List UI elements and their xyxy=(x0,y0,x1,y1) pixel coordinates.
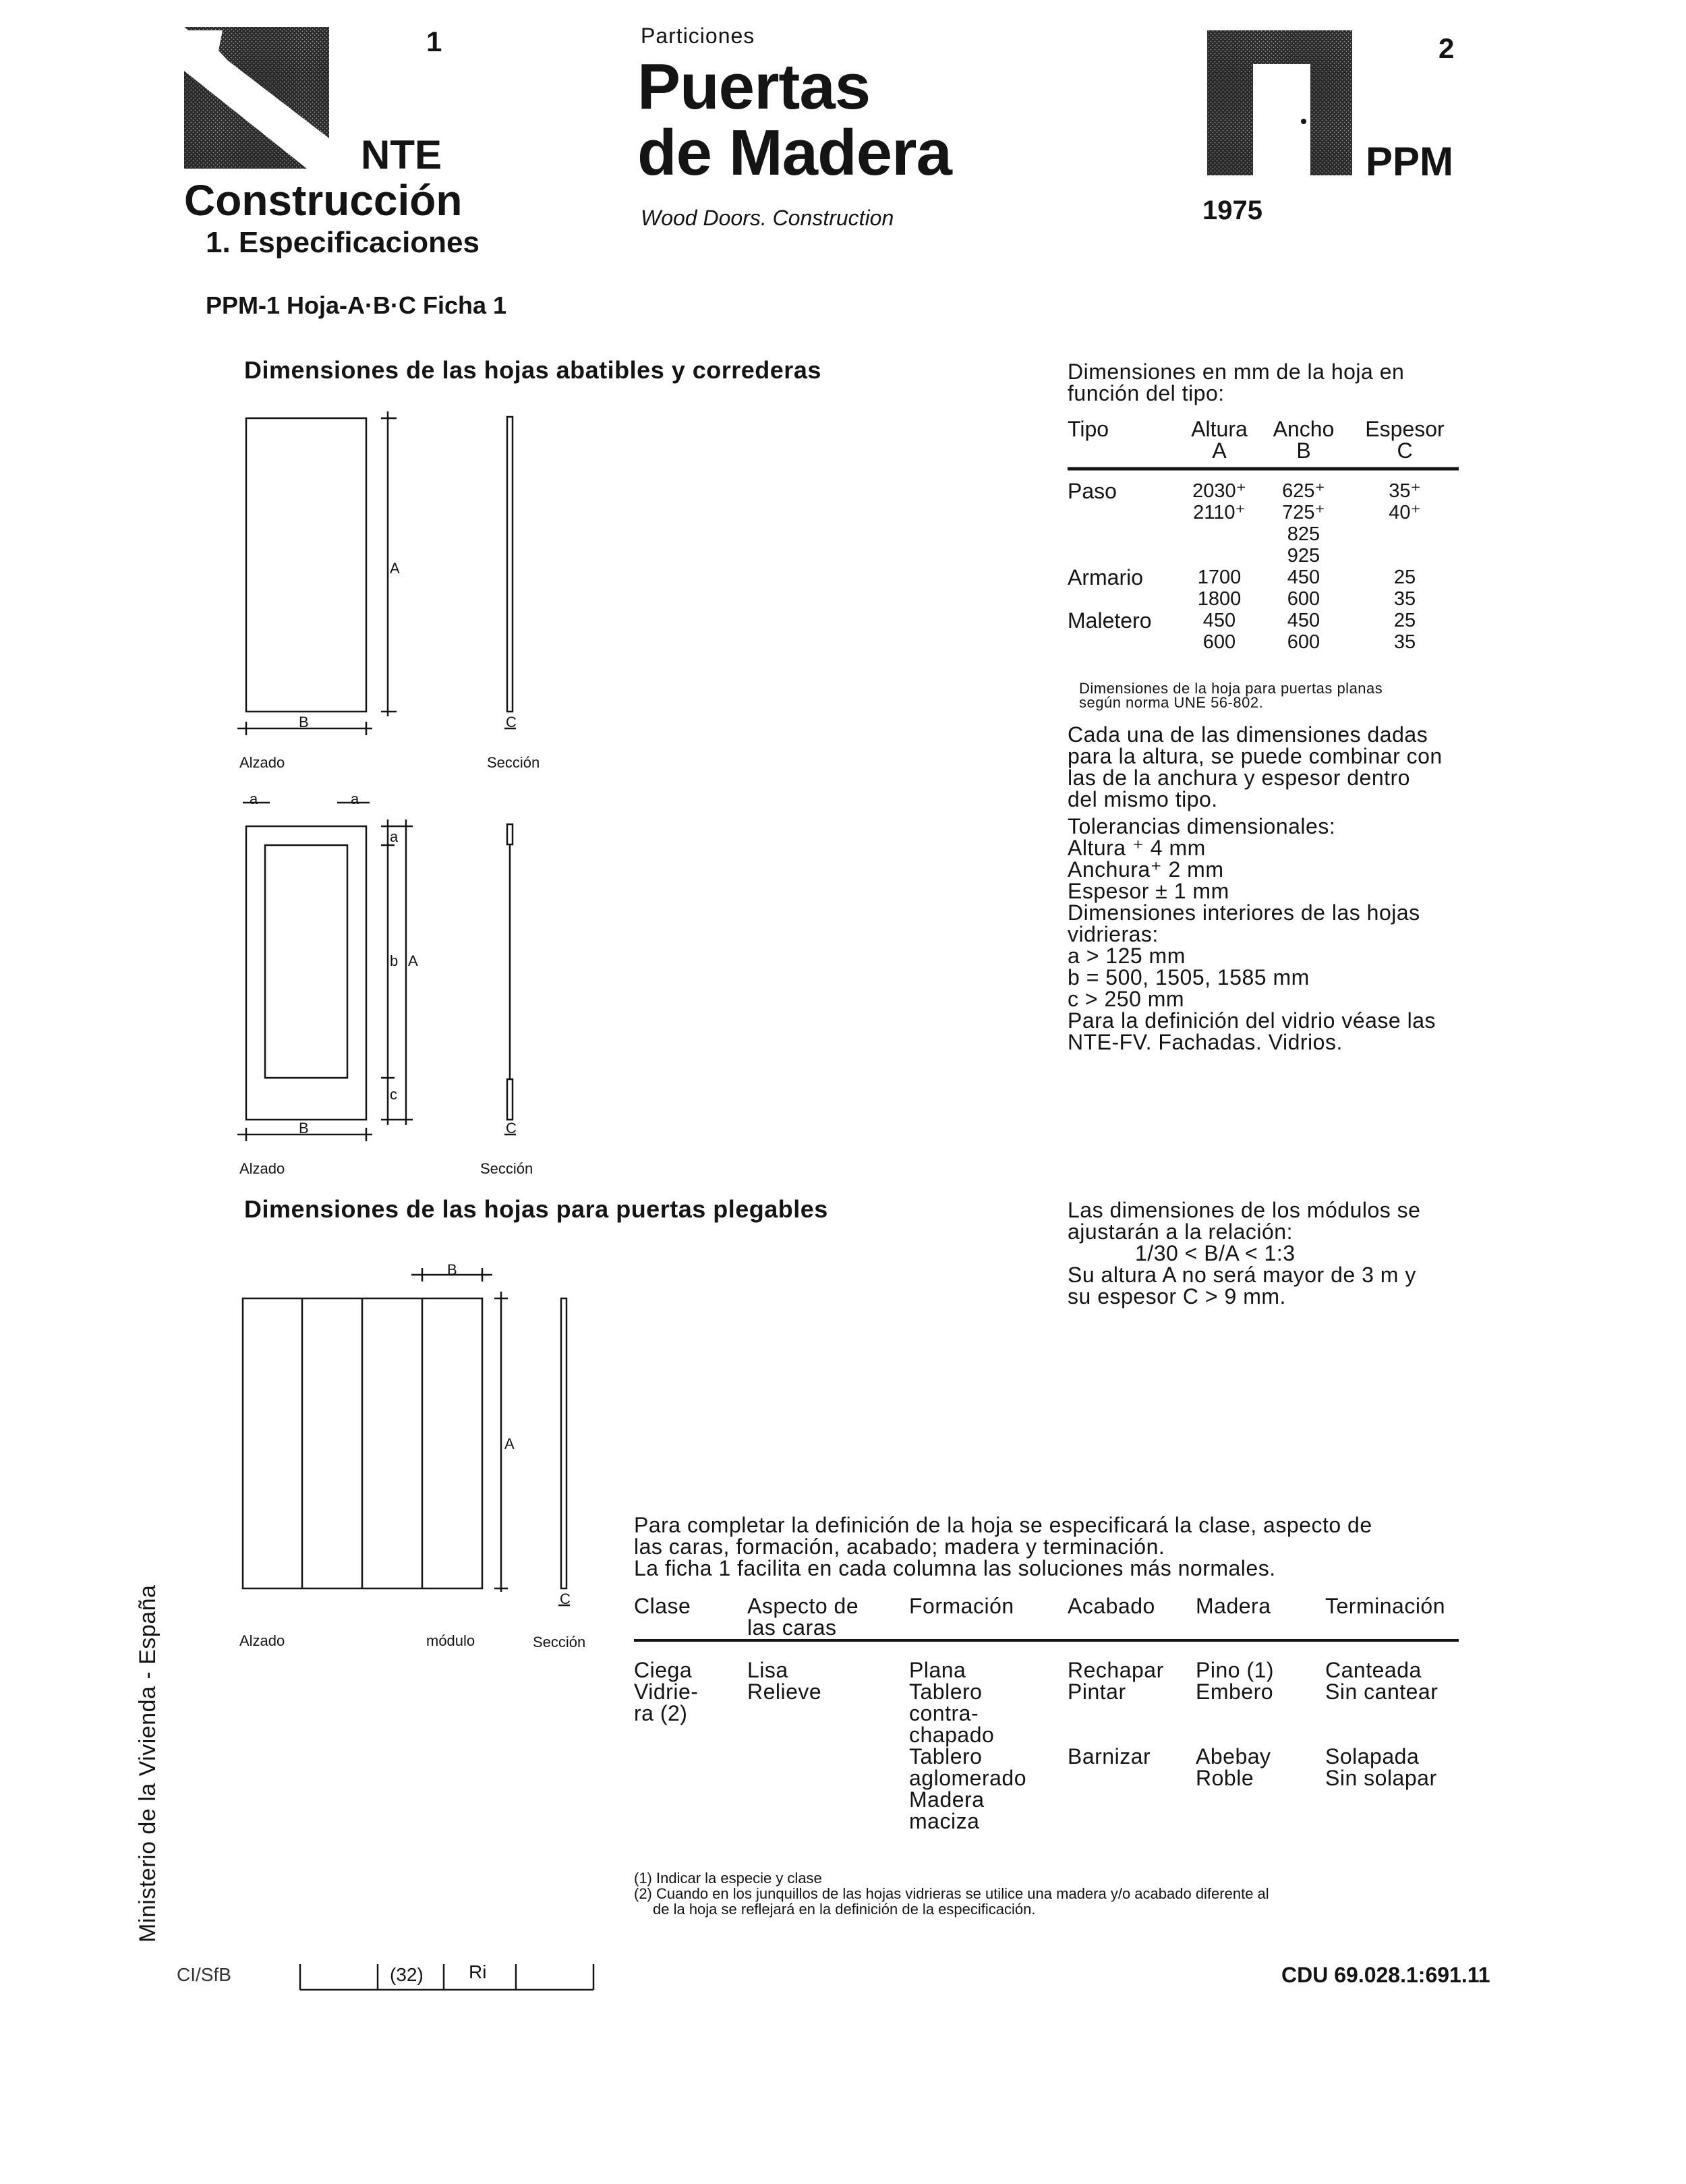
nte-label: NTE xyxy=(361,132,442,177)
value: Tablero xyxy=(909,1679,983,1704)
glazed-door-elevation xyxy=(237,803,413,1141)
page-number-right: 2 xyxy=(1438,32,1455,64)
dim-a-label-side: a xyxy=(390,828,399,845)
terminacion-cell xyxy=(1325,1659,1438,1789)
modulo-caption: módulo xyxy=(426,1632,475,1649)
col-formacion: Formación xyxy=(909,1594,1014,1618)
aspecto-cell xyxy=(747,1659,821,1702)
text-line: a > 125 mm xyxy=(1068,944,1186,968)
row-armario-altura xyxy=(1182,567,1256,610)
value: 450 xyxy=(1287,610,1320,631)
footnote-line: (1) Indicar la especie y clase xyxy=(634,1870,822,1887)
text-line: ajustarán a la relación: xyxy=(1068,1219,1293,1244)
seccion-caption-3: Sección xyxy=(533,1634,586,1650)
value: 40⁺ xyxy=(1389,502,1421,523)
page-title-line1: Puertas xyxy=(637,51,871,123)
row-armario-espesor xyxy=(1358,567,1452,610)
col-acabado: Acabado xyxy=(1068,1594,1155,1618)
text-line: las de la anchura y espesor dentro xyxy=(1068,766,1410,790)
text-line: Su altura A no será mayor de 3 m y xyxy=(1068,1263,1416,1287)
page-title-line2: de Madera xyxy=(637,117,952,189)
value: maciza xyxy=(909,1809,980,1833)
ficha-reference: PPM-1 Hoja-A·B·C Ficha 1 xyxy=(206,291,507,319)
text-line: Espesor ± 1 mm xyxy=(1068,879,1229,903)
header-ancho xyxy=(1267,418,1341,461)
text-line: su espesor C > 9 mm. xyxy=(1068,1284,1286,1309)
dim-b-label: b xyxy=(390,952,399,969)
header-ancho-line: Ancho xyxy=(1273,417,1335,441)
value: 450 xyxy=(1202,610,1236,631)
value: 35 xyxy=(1393,631,1416,653)
value: 625⁺ xyxy=(1282,480,1325,502)
dims-note xyxy=(1079,681,1383,710)
value: Madera xyxy=(909,1787,985,1812)
text-line: Anchura⁺ 2 mm xyxy=(1068,857,1224,882)
row-tipo-armario: Armario xyxy=(1068,565,1144,590)
alzado-caption-2: Alzado xyxy=(239,1160,285,1177)
madera-cell xyxy=(1196,1659,1274,1789)
folding-door-elevation xyxy=(243,1268,508,1592)
cisfb-box-2: Ri xyxy=(469,1961,487,1982)
footnote-line: (2) Cuando en los junquillos de las hojas vidrieras se utilice una madera y/o acabado diferente al xyxy=(634,1885,1269,1902)
value: Solapada xyxy=(1325,1744,1420,1769)
value: chapado xyxy=(909,1723,995,1747)
dim-C-label-2: C xyxy=(506,1120,517,1137)
plegables-text xyxy=(1068,1199,1420,1307)
ministerio-vertical-label: Ministerio de la Vivienda - España xyxy=(135,1584,161,1943)
text-line: del mismo tipo. xyxy=(1068,787,1218,811)
value: 600 xyxy=(1287,588,1320,610)
row-paso-altura xyxy=(1182,480,1256,523)
text-line: Cada una de las dimensiones dadas xyxy=(1068,722,1428,747)
definition-intro xyxy=(634,1514,1372,1579)
page-number-left: 1 xyxy=(426,26,442,57)
col-madera: Madera xyxy=(1196,1594,1271,1618)
text-line: Tolerancias dimensionales: xyxy=(1068,814,1336,838)
value: 2030⁺ xyxy=(1192,480,1246,502)
text-line: las caras, formación, acabado; madera y terminación. xyxy=(634,1534,1165,1559)
dim-C-label-3: C xyxy=(560,1590,571,1607)
alzado-caption-3: Alzado xyxy=(239,1632,285,1649)
footnotes xyxy=(634,1870,1269,1917)
value: ra (2) xyxy=(634,1701,688,1725)
text-line: c > 250 mm xyxy=(1068,987,1185,1011)
header-altura-line: Altura xyxy=(1191,417,1248,441)
row-tipo-maletero: Maletero xyxy=(1068,608,1152,633)
dims-intro xyxy=(1068,361,1404,404)
footnote-line: de la hoja se reflejará en la definición de la especificación. xyxy=(653,1901,1036,1918)
value: Pintar xyxy=(1068,1679,1126,1704)
year-label: 1975 xyxy=(1202,196,1262,225)
value: Lisa xyxy=(747,1658,788,1682)
dims-note-line: Dimensiones de la hoja para puertas planas xyxy=(1079,680,1383,697)
value: 25 xyxy=(1393,610,1416,631)
dim-A-label-3: A xyxy=(504,1435,515,1452)
dims-table-body xyxy=(1068,480,1459,662)
value: Ciega xyxy=(634,1658,693,1682)
value: Abebay xyxy=(1196,1744,1271,1769)
header-ancho-line: B xyxy=(1296,438,1311,463)
row-paso-ancho xyxy=(1267,480,1341,567)
value: 35⁺ xyxy=(1389,480,1421,502)
page-subtitle: Wood Doors. Construction xyxy=(641,206,894,230)
dim-A-label-1: A xyxy=(390,560,400,577)
text-line: 1/30 < B/A < 1:3 xyxy=(1135,1241,1296,1265)
cisfb-label: CI/SfB xyxy=(177,1964,231,1985)
text-line: vidrieras: xyxy=(1068,922,1159,946)
value: aglomerado xyxy=(909,1766,1026,1790)
dim-a-label-top-right: a xyxy=(351,791,359,807)
glazed-door-section xyxy=(504,824,516,1134)
value: Relieve xyxy=(747,1679,822,1704)
value: Pino (1) xyxy=(1196,1658,1275,1682)
def-table-body xyxy=(634,1659,1460,1848)
alzado-caption-1: Alzado xyxy=(239,754,285,771)
ppm-door-logo xyxy=(1207,30,1352,175)
ppm-code: PPM xyxy=(1366,139,1454,184)
row-paso-espesor xyxy=(1358,480,1452,523)
value: contra- xyxy=(909,1701,979,1725)
text-line: Para la definición del vidrio véase las xyxy=(1068,1008,1436,1033)
seccion-caption-1: Sección xyxy=(487,754,540,771)
folding-door-section xyxy=(558,1298,570,1605)
construccion-label: Construcción xyxy=(184,176,463,225)
dims-table-header xyxy=(1068,417,1459,463)
value: Canteada xyxy=(1325,1658,1422,1682)
value: Plana xyxy=(909,1658,966,1682)
value: 450 xyxy=(1287,567,1320,588)
value: 725⁺ xyxy=(1282,502,1325,523)
value: 925 xyxy=(1287,545,1320,567)
dim-c-label: c xyxy=(390,1086,397,1103)
cdu-code: CDU 69.028.1:691.11 xyxy=(1281,1963,1490,1987)
section-label: Particiones xyxy=(641,24,755,48)
formacion-cell xyxy=(909,1659,1026,1832)
row-armario-ancho xyxy=(1267,567,1341,610)
text-line: Las dimensiones de los módulos se xyxy=(1068,1198,1421,1222)
def-table-header xyxy=(634,1594,1460,1640)
value: Embero xyxy=(1196,1679,1274,1704)
text-line: Altura ⁺ 4 mm xyxy=(1068,836,1206,860)
nte-trowel-logo xyxy=(184,27,329,169)
col-terminacion: Terminación xyxy=(1325,1594,1446,1618)
header-espesor-line: Espesor xyxy=(1365,417,1445,441)
plegables-title: Dimensiones de las hojas para puertas plegables xyxy=(244,1195,828,1223)
dim-B-label-1: B xyxy=(299,714,309,730)
text-line: b = 500, 1505, 1585 mm xyxy=(1068,965,1310,989)
clase-cell xyxy=(634,1659,698,1724)
cisfb-box-1: (32) xyxy=(390,1964,424,1985)
value: 1700 xyxy=(1197,567,1242,588)
dim-a-label-top-left: a xyxy=(250,791,258,807)
header-altura-line: A xyxy=(1212,438,1227,463)
value: Vidrie- xyxy=(634,1679,699,1704)
header-espesor xyxy=(1358,418,1452,461)
right-column-text xyxy=(1068,724,1443,1053)
value: 2110⁺ xyxy=(1193,502,1246,523)
row-tipo-paso: Paso xyxy=(1068,479,1117,503)
value: Sin cantear xyxy=(1325,1679,1438,1704)
dim-B-label-2: B xyxy=(299,1120,309,1137)
value: Tablero xyxy=(909,1744,983,1769)
col-aspecto: Aspecto de las caras xyxy=(747,1594,859,1640)
row-maletero-espesor xyxy=(1358,610,1452,653)
dims-note-line: según norma UNE 56-802. xyxy=(1079,694,1264,711)
value: 825 xyxy=(1287,523,1320,545)
value: Roble xyxy=(1196,1766,1254,1790)
dim-C-label-1: C xyxy=(506,714,517,730)
seccion-caption-2: Sección xyxy=(480,1160,533,1177)
value: 1800 xyxy=(1197,588,1242,610)
text-line: Para completar la definición de la hoja se especificará la clase, aspecto de xyxy=(634,1513,1372,1537)
dim-A-label-2: A xyxy=(408,952,418,969)
cisfb-boxes xyxy=(300,1964,593,1990)
dims-intro-line: función del tipo: xyxy=(1068,381,1225,405)
value: 25 xyxy=(1393,567,1416,588)
value: 35 xyxy=(1393,588,1416,610)
abatibles-title: Dimensiones de las hojas abatibles y correderas xyxy=(244,356,821,384)
value: Sin solapar xyxy=(1325,1766,1437,1790)
value: 600 xyxy=(1202,631,1236,653)
row-maletero-ancho xyxy=(1267,610,1341,653)
acabado-cell xyxy=(1068,1659,1164,1767)
value: 600 xyxy=(1287,631,1320,653)
flat-door-section xyxy=(504,417,516,728)
value: Rechapar xyxy=(1068,1658,1164,1682)
especificaciones-label: 1. Especificaciones xyxy=(206,226,479,259)
header-altura xyxy=(1182,418,1256,461)
dim-B-label-3: B xyxy=(447,1261,457,1278)
text-line: Dimensiones interiores de las hojas xyxy=(1068,900,1420,925)
dims-intro-line: Dimensiones en mm de la hoja en xyxy=(1068,360,1405,384)
text-line: NTE-FV. Fachadas. Vidrios. xyxy=(1068,1030,1343,1054)
header-espesor-line: C xyxy=(1397,438,1413,463)
row-maletero-altura xyxy=(1182,610,1256,653)
text-line: La ficha 1 facilita en cada columna las soluciones más normales. xyxy=(634,1556,1276,1580)
header-tipo: Tipo xyxy=(1068,417,1109,441)
col-clase: Clase xyxy=(634,1594,691,1618)
text-line: para la altura, se puede combinar con xyxy=(1068,744,1443,768)
value: Barnizar xyxy=(1068,1744,1151,1769)
flat-door-elevation xyxy=(237,411,397,735)
